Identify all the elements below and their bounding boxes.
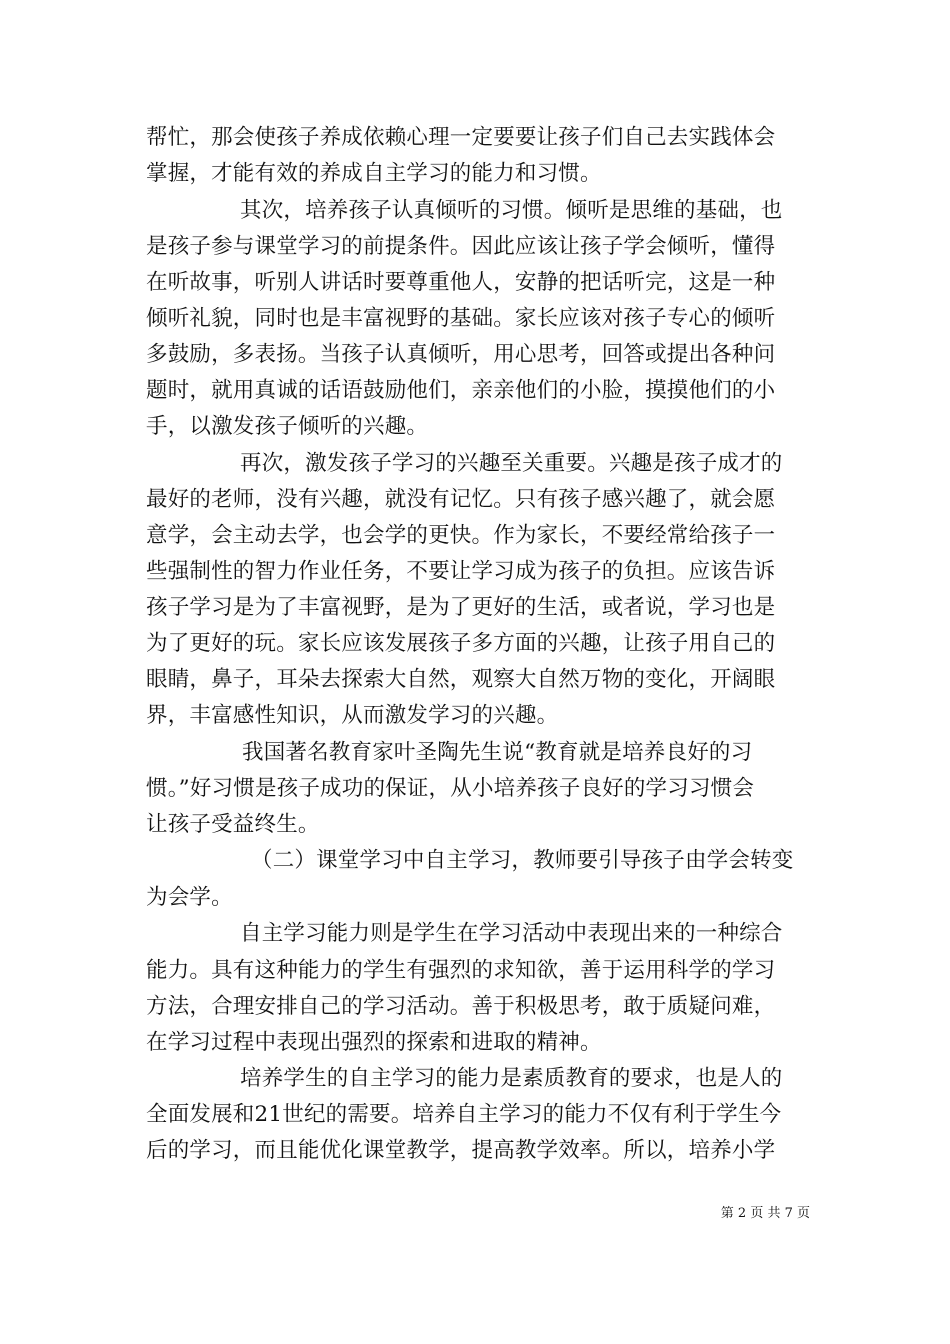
text-line: 些强制性的智力作业任务，不要让学习成为孩子的负担。应该告诉 bbox=[146, 559, 776, 584]
text-line: 在听故事，听别人讲话时要尊重他人，安静的把话听完，这是一种 bbox=[146, 270, 776, 295]
text-line: 能力。具有这种能力的学生有强烈的求知欲，善于运用科学的学习 bbox=[146, 958, 776, 983]
text-line: 题时，就用真诚的话语鼓励他们，亲亲他们的小脸，摸摸他们的小 bbox=[146, 378, 776, 403]
page-number: 第 2 页 共 7 页 bbox=[720, 1206, 810, 1221]
text-line: 手，以激发孩子倾听的兴趣。 bbox=[146, 414, 429, 439]
text-line: 其次，培养孩子认真倾听的习惯。倾听是思维的基础，也 bbox=[240, 198, 783, 223]
text-line: 倾听礼貌，同时也是丰富视野的基础。家长应该对孩子专心的倾听 bbox=[146, 306, 776, 331]
text-line: 在学习过程中表现出强烈的探索和进取的精神。 bbox=[146, 1030, 602, 1055]
text-line: 惯。”好习惯是孩子成功的保证，从小培养孩子良好的学习习惯会 bbox=[146, 776, 755, 801]
text-line: 再次，激发孩子学习的兴趣至关重要。兴趣是孩子成才的 bbox=[240, 451, 783, 476]
text-line: 培养学生的自主学习的能力是素质教育的要求，也是人的 bbox=[240, 1066, 783, 1091]
text-line: 自主学习能力则是学生在学习活动中表现出来的一种综合 bbox=[240, 921, 783, 946]
text-line: 后的学习，而且能优化课堂教学，提高教学效率。所以，培养小学 bbox=[146, 1138, 776, 1163]
text-line: 界，丰富感性知识，从而激发学习的兴趣。 bbox=[146, 703, 559, 728]
text-line: （二）课堂学习中自主学习，教师要引导孩子由学会转变 bbox=[251, 848, 794, 873]
text-line: 为会学。 bbox=[146, 885, 233, 910]
text-line: 我国著名教育家叶圣陶先生说“教育就是培养良好的习 bbox=[242, 740, 753, 765]
text-line: 最好的老师，没有兴趣，就没有记忆。只有孩子感兴趣了，就会愿 bbox=[146, 487, 776, 512]
text-line: 是孩子参与课堂学习的前提条件。因此应该让孩子学会倾听，懂得 bbox=[146, 234, 776, 259]
text-line: 全面发展和21世纪的需要。培养自主学习的能力不仅有利于学生今 bbox=[146, 1102, 782, 1127]
text-line: 让孩子受益终生。 bbox=[146, 812, 320, 837]
text-line: 掌握，才能有效的养成自主学习的能力和习惯。 bbox=[146, 161, 602, 186]
text-line: 多鼓励，多表扬。当孩子认真倾听，用心思考，回答或提出各种问 bbox=[146, 342, 776, 367]
text-line: 帮忙，那会使孩子养成依赖心理一定要要让孩子们自己去实践体会 bbox=[146, 125, 776, 150]
text-line: 意学，会主动去学，也会学的更快。作为家长，不要经常给孩子一 bbox=[146, 523, 776, 548]
text-line: 为了更好的玩。家长应该发展孩子多方面的兴趣，让孩子用自己的 bbox=[146, 631, 776, 656]
text-line: 孩子学习是为了丰富视野，是为了更好的生活，或者说，学习也是 bbox=[146, 595, 776, 620]
text-line: 方法，合理安排自己的学习活动。善于积极思考，敢于质疑问难， bbox=[146, 994, 776, 1019]
text-line: 眼睛，鼻子，耳朵去探索大自然，观察大自然万物的变化，开阔眼 bbox=[146, 667, 776, 692]
